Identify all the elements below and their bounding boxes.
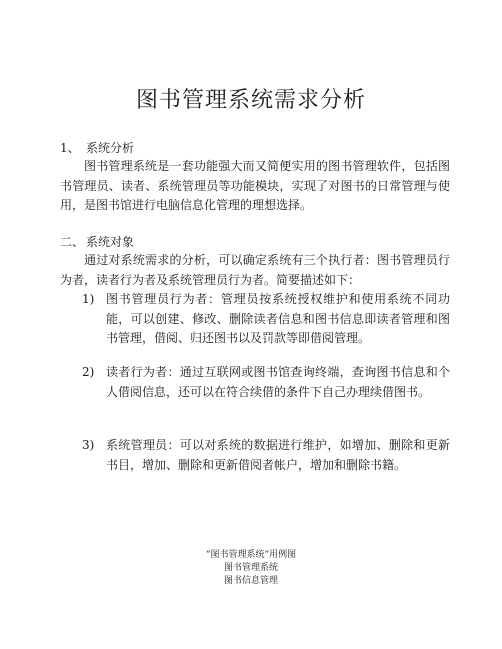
list-item-text: 图书管理员行为者：管理员按系统授权维护和使用系统不同功能，可以创建、修改、删除读者信息和图书信息即读者管理和图书管理，借阅、归还图书以及罚款等即借阅管理。 — [106, 292, 450, 345]
list-marker: 2) — [82, 365, 95, 379]
section-paragraph-analysis: 图书管理系统是一套功能强大而又简便实用的图书管理软件，包括图书管理员、读者、系统管理员等功能模块，实现了对图书的日常管理与使用，是图书馆进行电脑信息化管理的理想选择。 — [60, 159, 450, 212]
section-title: 系统分析 — [86, 141, 135, 155]
section-heading-actors — [60, 233, 134, 251]
diagram-module-label: 图书信息管理 — [223, 576, 278, 586]
section-paragraph-actors: 通过对系统需求的分析，可以确定系统有三个执行者：图书管理员行为者，读者行为者及系统管理员行为者。简要描述如下： — [60, 253, 450, 287]
diagram-system-label: 图书管理系统 — [223, 563, 278, 573]
list-item — [82, 436, 450, 475]
list-item — [82, 290, 450, 349]
document-title: 图书管理系统需求分析 — [135, 88, 366, 113]
section-number: 1、 — [60, 141, 80, 155]
list-marker: 3) — [82, 438, 95, 452]
list-item-text: 系统管理员：可以对系统的数据进行维护，如增加、删除和更新书目，增加、删除和更新借阅者帐户，增加和删除书籍。 — [106, 438, 450, 472]
list-marker: 1) — [82, 292, 95, 306]
section-title: 系统对象 — [86, 235, 135, 249]
list-item — [82, 363, 450, 402]
diagram-caption: “图书管理系统“用例图 — [205, 550, 297, 560]
section-number: 二、 — [60, 235, 85, 249]
list-item-text: 读者行为者：通过互联网或图书馆查询终端，查询图书信息和个人借阅信息，还可以在符合续借的条件下自己办理续借图书。 — [106, 365, 450, 399]
section-heading-analysis — [60, 139, 134, 157]
